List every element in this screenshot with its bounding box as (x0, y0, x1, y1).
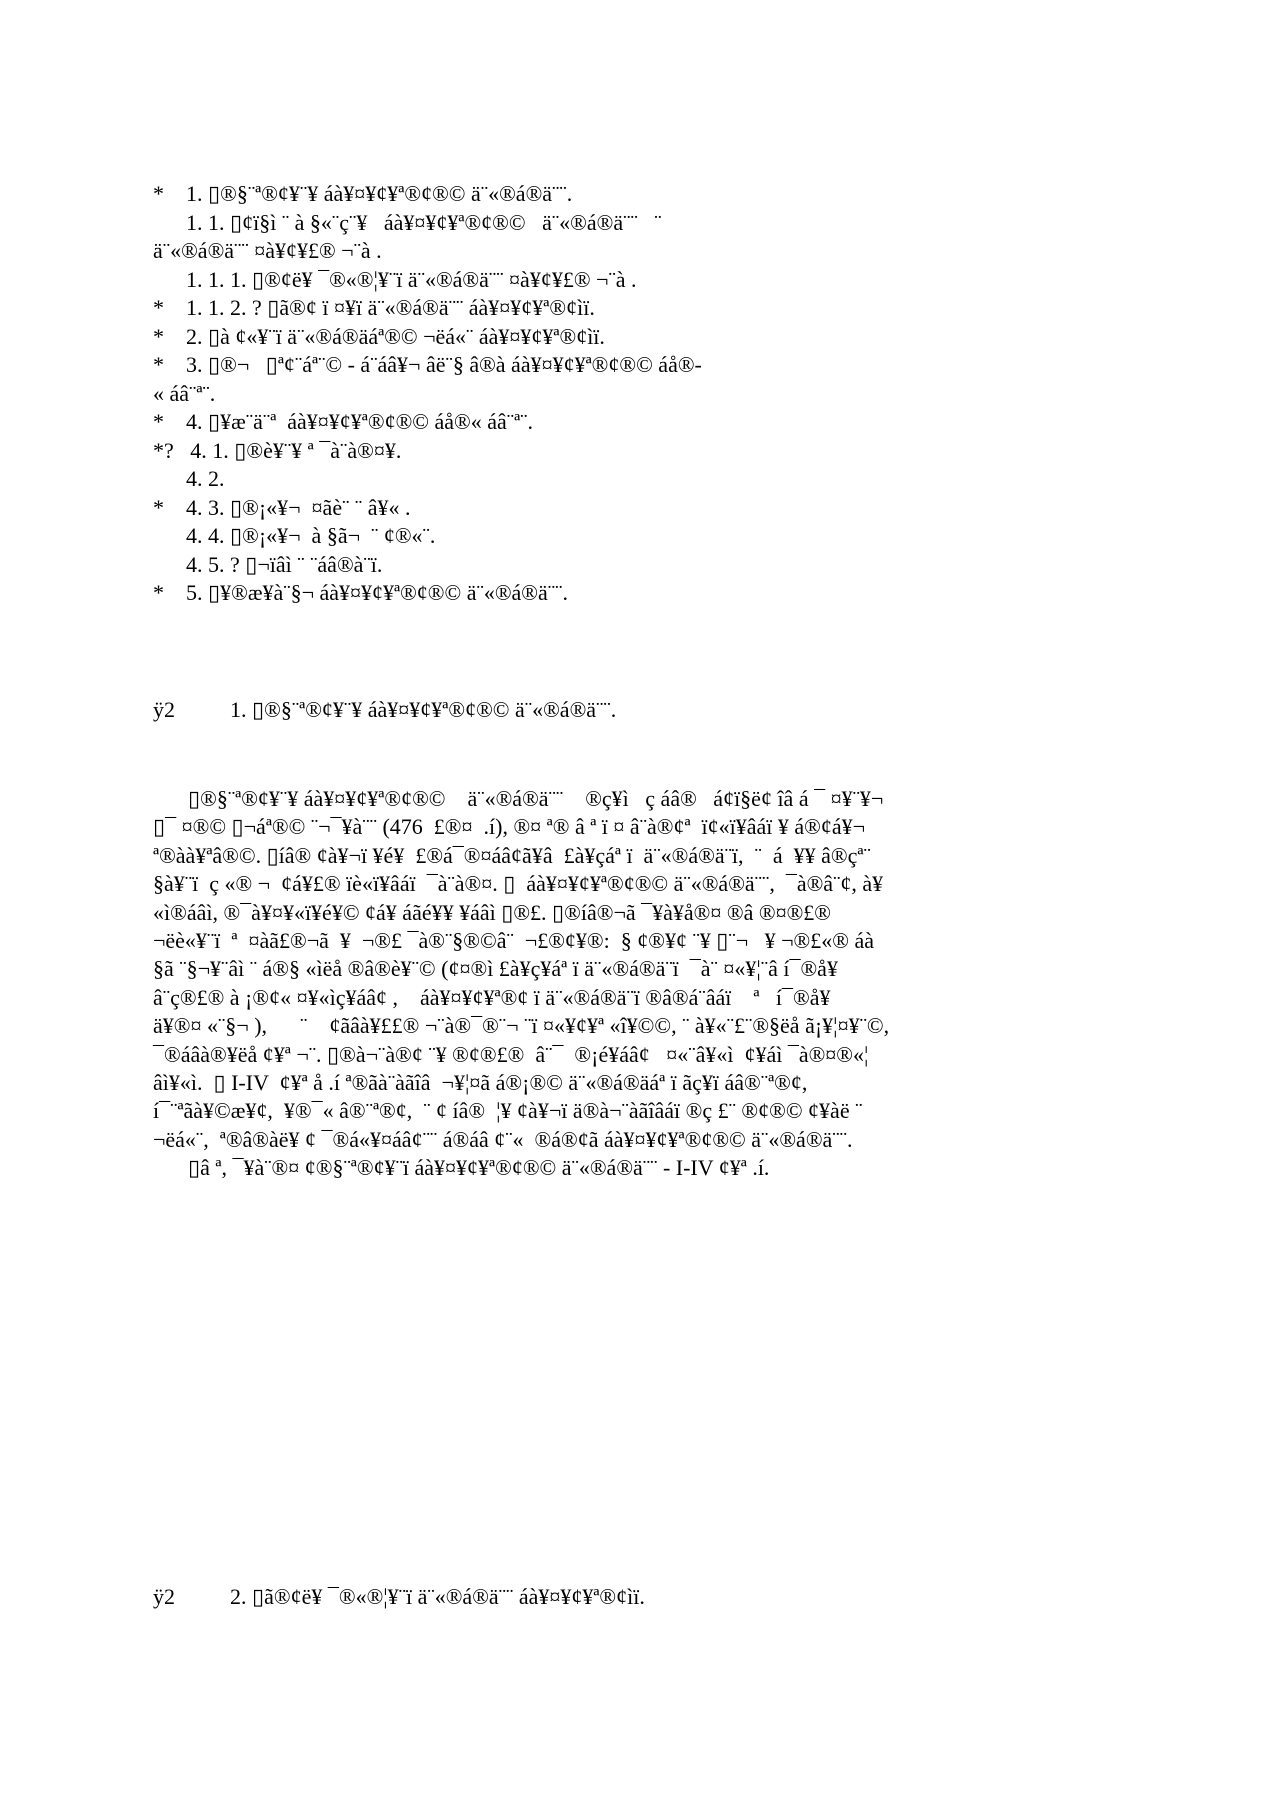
toc-entry: *? 4. 1. ▯®è¥¨¥ ª ¯à¨à®¤¥. (153, 437, 402, 463)
toc-entry: * 1. ▯®§¨ª®¢¥¨¥ áà¥¤¥¢¥ª®¢®© ä¨«®á®ä¨¨. (153, 181, 573, 206)
toc-entry: * 2. ▯à ¢«¥¨ï ä¨«®á®äáª®© ¬ëá«¨ áà¥¤¥¢¥ª®¢ìï. (153, 323, 605, 349)
toc-entry: « áâ¨ª¨. (153, 380, 216, 406)
toc-entry: 4. 4. ▯®¡«¥¬ à §ã¬ ¨ ¢®«¨. (186, 523, 436, 548)
section-1-body (153, 785, 893, 1183)
toc-entry: 4. 5. ? ▯¬ïâì ¨ ¨áâ®à¨ï. (186, 551, 383, 577)
toc-entry: * 5. ▯¥®æ¥à¨§¬ áà¥¤¥¢¥ª®¢®© ä¨«®á®ä¨¨. (153, 580, 568, 605)
toc-entry: * 1. 1. 2. ? ▯ã®¢ ï ¤¥ï ä¨«®á®ä¨¨ áà¥¤¥¢¥ª®¢ìï. (153, 295, 595, 320)
section-2-heading: ÿ2 2. ▯ã®¢ë¥ ¯®«®¦¥¨ï ä¨«®á®ä¨¨ áà¥¤¥¢¥ª®¢ìï. (153, 1584, 645, 1609)
toc-entry: 1. 1. ▯¢ï§ì ¨ à §«¨ç¨¥ áà¥¤¥¢¥ª®¢®© ä¨«®á®ä¨¨ ¨ (186, 209, 662, 235)
toc-entry: * 3. ▯®¬ ▯ª¢¨áª¨© - á¨áâ¥¬ âë¨§ â®à áà¥¤¥¢¥ª®¢®© áå®- (153, 352, 702, 377)
toc-entry: 1. 1. 1. ▯®¢ë¥ ¯®«®¦¥¨ï ä¨«®á®ä¨¨ ¤à¥¢¥£® ¬¨à . (186, 266, 637, 292)
section-1-paragraph-2: ▯â ª, ¯¥à¨®¤ ¢®§¨ª®¢¥¨ï áà¥¤¥¢¥ª®¢®© ä¨«®á®ä¨¨ - I-IV ¢¥ª .í. (188, 1155, 770, 1181)
toc-entry: 4. 2. (186, 466, 225, 491)
toc-entry: * 4. 3. ▯®¡«¥¬ ¤ãè¨ ¨ â¥« . (153, 494, 411, 520)
toc-entry: * 4. ▯¥æ¨ä¨ª áà¥¤¥¢¥ª®¢®© áå®« áâ¨ª¨. (153, 409, 534, 434)
section-1-paragraph-1: ▯®§¨ª®¢¥¨¥ áà¥¤¥¢¥ª®¢®© ä¨«®á®ä¨¨ ®ç¥ì ç áâ® á¢ï§ë¢ îâ á ¯ ¤¥¨¥¬ ▯¯ ¤®© ▯¬áª®© ¨¬¯¥à¨¨ (476 £®¤ .í), ®¤ ª® â ª ï ¤ â¨à®¢ª ï¢«ï¥âáï ¥ á®¢á¥¬ ª®àà¥ªâ®©. ▯íâ® ¢à¥¬ï ¥é¥ £®á¯®¤áâ¢ã¥â £à¥çáª ï ä¨«®á®ä¨ï, ¨ á ¥¥ â®çª¨ §à¥¨ï ç «® ¬ ¢á¥£® ïè«ï¥âáï ¯à¨à®¤. ▯ áà¥¤¥¢¥ª®¢®© ä¨«®á®ä¨¨, ¯à®â¨¢, à¥ «ì®áâì, ®¯à¥¤¥«ï¥é¥© ¢á¥ áãé¥¥ ¥áâì ▯®£. ▯®íâ®¬ã ¯¥à¥å®¤ ®â ®¤®£® ¬ëè«¥¨ï ª ¤àã£®¬ã ¥ ¬®£ ¯à®¨§®©â¨ ¬£®¢¥®: § ¢®¥¢ ¨¥ ▯¨¬ ¥ ¬®£«® áà §ã ¨§¬¥¨âì ¨ á®§ «ìëå ®â®è¥¨© (¢¤®ì £à¥ç¥áª ï ä¨«®á®ä¨ï ¯à¨ ¤«¥¦¨â í¯®å¥ â¨ç®£® à ¡®¢« ¤¥«ìç¥áâ¢ , áà¥¤¥¢¥ª®¢ ï ä¨«®á®ä¨ï ®â®á¨âáï ª í¯®å¥ ä¥®¤ «¨§¬ ), ¨ ¢ãâà¥££® ¬¨à®¯®¨¬ ¨ï ¤«¥¢¥ª «î¥©©, ¨ à¥«¨£¨®§ëå ã¡¥¦¤¥¨©, ¯®áâà®¥ëå ¢¥ª ¬¨. ▯®à¬¨à®¢ ¨¥ ®¢®£® â¨¯ ®¡é¥áâ¢ ¤«¨â¥«ì ¢¥áì ¯à®¤®«¦ âì¥«ì. ▯ I-IV ¢¥ª å .í ª®ãà¨àãîâ ¬¥¦¤ã á®¡®© ä¨«®á®äáª ï ãç¥ï áâ®¨ª®¢, í¯¨ªãà¥©æ¥¢, ¥®¯« â®¨ª®¢, ¨ ¢ íâ® ¦¥ ¢à¥¬ï ä®à¬¨àãîâáï ®ç £¨ ®¢®© ¢¥àë ¨ ¬ëá«¨, ª®â®àë¥ ¢ ¯®á«¥¤áâ¢¨¨ á®áâ ¢¨« ®á®¢ã áà¥¤¥¢¥ª®¢®© ä¨«®á®ä¨¨. (153, 786, 895, 1152)
toc-entry: ä¨«®á®ä¨¨ ¤à¥¢¥£® ¬¨à . (153, 238, 382, 263)
section-1-heading: ÿ2 1. ▯®§¨ª®¢¥¨¥ áà¥¤¥¢¥ª®¢®© ä¨«®á®ä¨¨. (153, 697, 617, 722)
table-of-contents (153, 180, 893, 608)
